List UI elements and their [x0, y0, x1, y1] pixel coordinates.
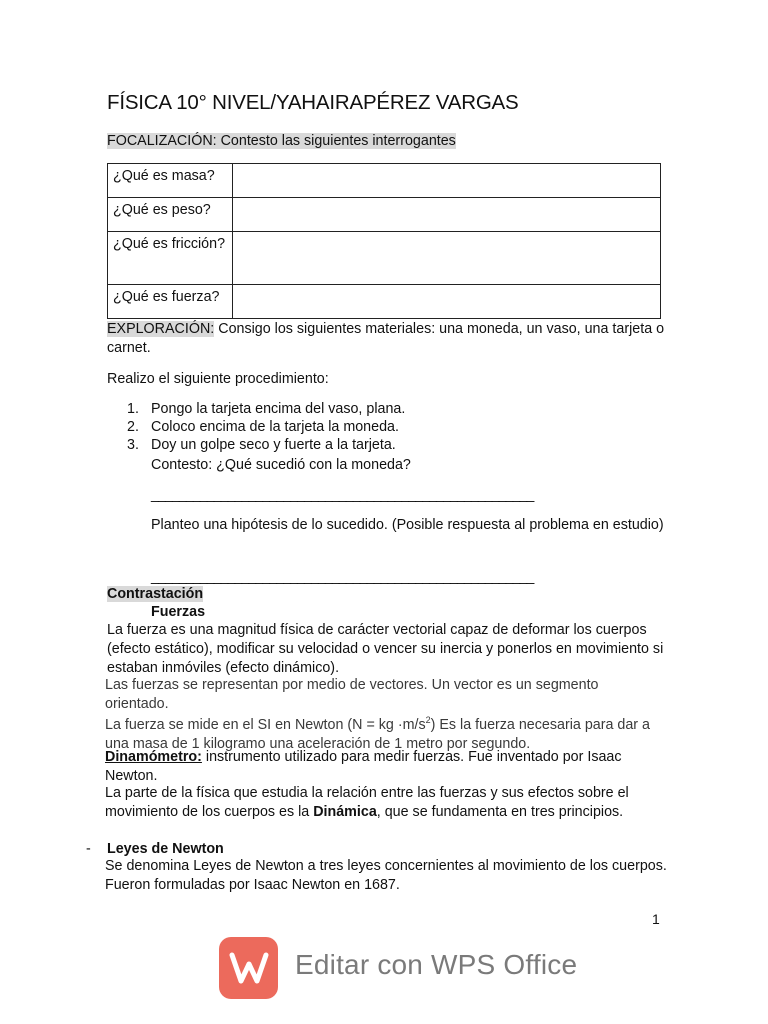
page-number: 1	[652, 911, 660, 927]
dinamica-paragraph	[105, 784, 665, 822]
step-number: 3.	[127, 437, 139, 453]
list-item	[127, 418, 671, 436]
fuerzas-subheading: Fuerzas	[151, 604, 206, 620]
question-cell: ¿Qué es fuerza?	[108, 285, 233, 319]
answer-line-1[interactable]: _______________________________________________________	[151, 487, 534, 503]
contrastacion-heading	[107, 585, 203, 604]
procedure-intro: Realizo el siguiente procedimiento:	[107, 371, 329, 387]
document-title: FÍSICA 10° NIVEL/YAHAIRAPÉREZ VARGAS	[107, 91, 519, 114]
fuerza-definition: La fuerza es una magnitud física de carácter vectorial capaz de deformar los cuerpos (efecto estático), modificar su velocidad o vencer su inercia y ponerlos en movimiento si estaban inmóviles (efecto dinámico).	[107, 622, 664, 676]
dinamometro-label: Dinamómetro:	[105, 749, 202, 765]
answer-cell[interactable]	[233, 198, 661, 232]
question-cell: ¿Qué es masa?	[108, 164, 233, 198]
exploracion-paragraph	[107, 320, 667, 358]
superscript-2: 2	[425, 715, 431, 725]
list-item	[127, 400, 671, 418]
focalizacion-heading-text: FOCALIZACIÓN: Contesto las siguientes interrogantes	[107, 133, 456, 149]
step-text: Doy un golpe seco y fuerte a la tarjeta.	[151, 437, 396, 453]
exploracion-label: EXPLORACIÓN:	[107, 321, 215, 337]
step-number: 1.	[127, 401, 139, 417]
contrastacion-heading-text: Contrastación	[107, 586, 204, 602]
dinamometro-paragraph	[105, 748, 665, 786]
answer-cell[interactable]	[233, 232, 661, 285]
dinamometro-text: instrumento utilizado para medir fuerzas. Fue inventado por Isaac Newton.	[105, 749, 622, 784]
wps-edit-banner[interactable]	[219, 937, 599, 1001]
table-row	[108, 232, 661, 285]
leyes-paragraph: Se denomina Leyes de Newton a tres leyes concernientes al movimiento de los cuerpos. Fueron formuladas por Isaac Newton en 1687.	[105, 858, 667, 893]
wps-logo-icon	[219, 937, 278, 999]
question-cell: ¿Qué es fricción?	[108, 232, 233, 285]
answer-cell[interactable]	[233, 285, 661, 319]
questions-table	[107, 163, 661, 319]
step-text: Coloco encima de la tarjeta la moneda.	[151, 419, 399, 435]
answer-line-2[interactable]: _______________________________________________________	[151, 569, 534, 585]
wps-banner-text: Editar con WPS Office	[295, 949, 578, 980]
step-text: Pongo la tarjeta encima del vaso, plana.	[151, 401, 406, 417]
bullet-dash: -	[86, 841, 91, 857]
table-row	[108, 198, 661, 232]
leyes-heading: Leyes de Newton	[107, 841, 224, 857]
newton-unit-text-a: La fuerza se mide en el SI en Newton (N = kg ·m/s	[105, 716, 426, 733]
answer-cell[interactable]	[233, 164, 661, 198]
procedure-steps	[107, 400, 671, 454]
dinamica-text-b: , que se fundamenta en tres principios.	[376, 804, 624, 820]
dinamica-bold: Dinámica	[313, 804, 377, 820]
planteo-paragraph: Planteo una hipótesis de lo sucedido. (Posible respuesta al problema en estudio)	[151, 517, 664, 533]
newton-unit-text-b: ) Es la fuerza necesaria para dar a una masa de 1 kilogramo una aceleración de 1 metro por segundo.	[105, 716, 650, 752]
vectores-paragraph: Las fuerzas se representan por medio de vectores. Un vector es un segmento orientado.	[105, 677, 599, 712]
table-row	[108, 164, 661, 198]
table-row	[108, 285, 661, 319]
step-number: 2.	[127, 419, 139, 435]
wps-logo-glyph	[229, 950, 269, 986]
focalizacion-heading	[107, 132, 456, 151]
contesto-question: Contesto: ¿Qué sucedió con la moneda?	[151, 457, 411, 473]
dinamica-text-a: La parte de la física que estudia la relación entre las fuerzas y sus efectos sobre el movimiento de los cuerpos es la	[105, 785, 629, 820]
question-cell: ¿Qué es peso?	[108, 198, 233, 232]
list-item	[127, 436, 671, 454]
exploracion-text: Consigo los siguientes materiales: una moneda, un vaso, una tarjeta o carnet.	[107, 321, 665, 356]
